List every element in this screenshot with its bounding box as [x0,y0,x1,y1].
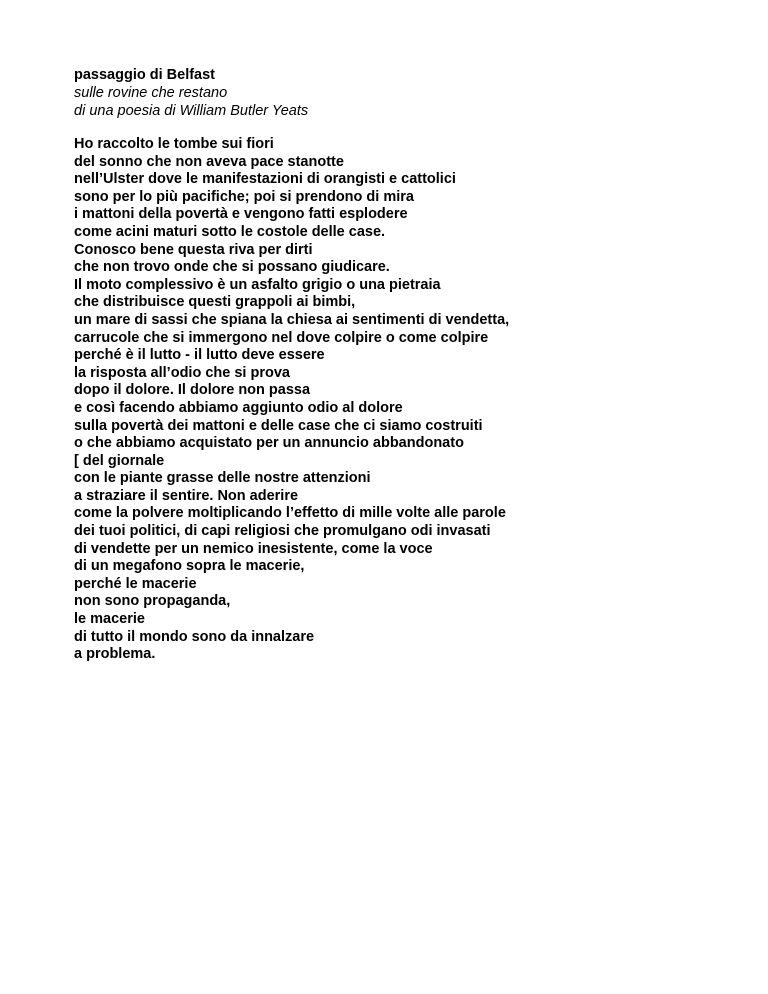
document-subtitle: sulle rovine che restano [74,85,228,101]
document-attribution: di una poesia di William Butler Yeats [74,103,309,119]
poem-line: che distribuisce questi grappoli ai bimbi, [74,294,356,311]
poem-line: un mare di sassi che spiana la chiesa ai sentimenti di vendetta, [74,311,510,328]
poem-line: perché le macerie [74,575,197,592]
poem-line: o che abbiamo acquistato per un annuncio abbandonato [74,435,464,452]
poem-line: di vendette per un nemico inesistente, come la voce [74,540,433,557]
poem-line: sulla povertà dei mattoni e delle case che ci siamo costruiti [74,417,483,434]
poem-line: dei tuoi politici, di capi religiosi che promulgano odi invasati [74,523,491,540]
poem-line: del sonno che non aveva pace stanotte [74,153,344,170]
poem-line: a problema. [74,646,156,663]
poem-line: i mattoni della povertà e vengono fatti esplodere [74,206,408,223]
poem-line: perché è il lutto - il lutto deve essere [74,347,325,364]
poem-line: carrucole che si immergono nel dove colpire o come colpire [74,329,489,346]
poem-line: a straziare il sentire. Non aderire [74,487,299,504]
poem-line: che non trovo onde che si possano giudicare. [74,259,390,276]
poem-line: la risposta all’odio che si prova [74,364,290,381]
poem-line: dopo il dolore. Il dolore non passa [74,382,311,399]
poem-line: nell’Ulster dove le manifestazioni di orangisti e cattolici [74,171,456,188]
poem-line: Conosco bene questa riva per dirti [74,241,313,258]
poem-line: non sono propaganda, [74,593,231,610]
poem-line: di tutto il mondo sono da innalzare [74,628,315,645]
document-content [74,66,734,664]
poem-line: le macerie [74,611,145,628]
poem-line: come acini maturi sotto le costole delle case. [74,223,386,240]
document-title: passaggio di Belfast [74,67,216,83]
poem-line: come la polvere moltiplicando l’effetto di mille volte alle parole [74,505,506,522]
poem-line: e così facendo abbiamo aggiunto odio al dolore [74,399,403,416]
poem-line: Ho raccolto le tombe sui fiori [74,136,274,152]
poem-line: sono per lo più pacifiche; poi si prendono di mira [74,188,414,205]
poem-line: [ del giornale [74,452,165,469]
poem-body [74,136,734,664]
poem-line: di un megafono sopra le macerie, [74,558,305,575]
poem-line: con le piante grasse delle nostre attenzioni [74,470,371,487]
poem-line: Il moto complessivo è un asfalto grigio o una pietraia [74,276,441,293]
